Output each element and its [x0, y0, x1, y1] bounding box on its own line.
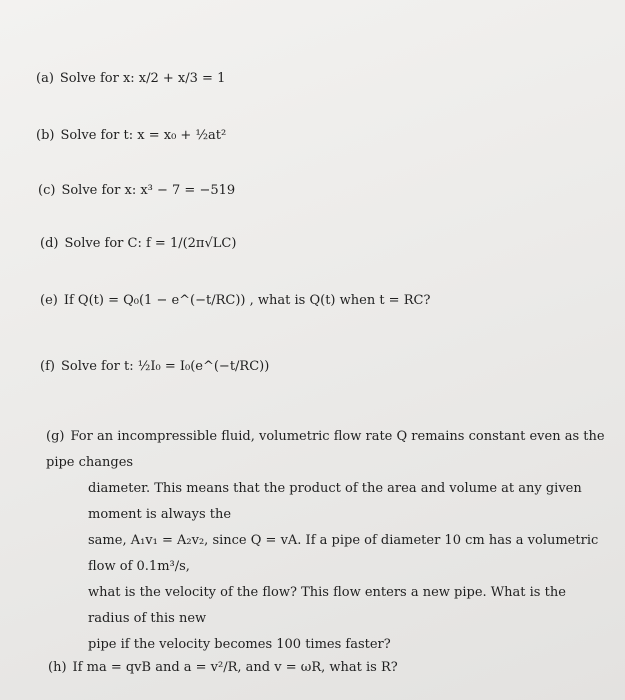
- problem-line: same, A₁v₁ = A₂v₂, since Q = vA. If a pipe of diameter 10 cm has a volumetric flow of 0.1m³/s,: [88, 533, 599, 574]
- problem-d: [40, 235, 236, 252]
- problem-text: Solve for x: x³ − 7 = −519: [61, 183, 236, 198]
- problem-label: (c): [38, 183, 56, 198]
- problem-e: [40, 292, 430, 309]
- problem-h: [48, 659, 398, 676]
- problem-text: If ma = qvB and a = v²/R, and v = ωR, what is R?: [72, 660, 398, 675]
- problem-label: (a): [36, 71, 54, 86]
- problem-text: Solve for t: x = x₀ + ½at²: [60, 128, 227, 143]
- problem-label: (h): [48, 660, 67, 675]
- problem-line: diameter. This means that the product of the area and volume at any given moment is always the: [88, 481, 582, 522]
- problem-b: [36, 127, 226, 144]
- problem-label: (e): [40, 293, 58, 308]
- problem-a: [36, 70, 225, 87]
- problem-c: [38, 182, 235, 199]
- problem-text: Solve for t: ½I₀ = I₀(e^(−t/RC)): [60, 359, 270, 374]
- problem-line: pipe if the velocity becomes 100 times faster?: [88, 637, 391, 652]
- problem-label: (d): [40, 236, 59, 251]
- problem-text: Solve for C: f = 1/(2π√LC): [64, 236, 237, 251]
- problem-line: For an incompressible fluid, volumetric flow rate Q remains constant even as the pipe changes: [46, 429, 605, 470]
- problem-g: [46, 424, 606, 658]
- problem-label: (g): [46, 429, 65, 444]
- problem-line: what is the velocity of the flow? This flow enters a new pipe. What is the radius of this new: [88, 585, 566, 626]
- problem-label: (f): [40, 359, 55, 374]
- problem-text: Solve for x: x/2 + x/3 = 1: [59, 71, 226, 86]
- problem-text: If Q(t) = Q₀(1 − e^(−t/RC)) , what is Q(t) when t = RC?: [63, 293, 431, 308]
- problem-label: (b): [36, 128, 55, 143]
- problem-f: [40, 358, 269, 375]
